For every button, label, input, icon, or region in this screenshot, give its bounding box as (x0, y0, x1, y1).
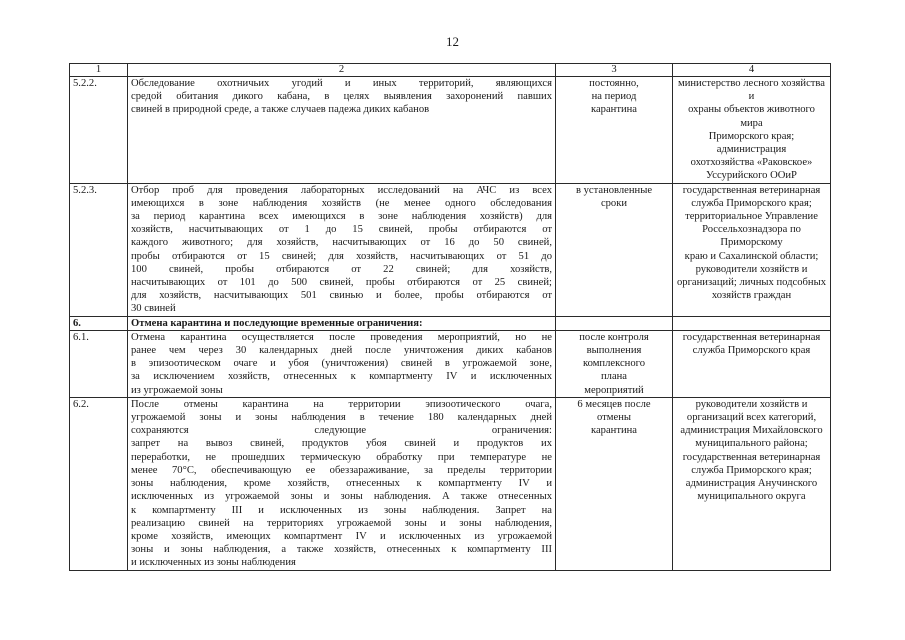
table-row (70, 77, 831, 184)
text-line: менее 70°С, обеспечивающую ее обеззараживание, за пределы территории (131, 464, 552, 476)
responsible (673, 77, 831, 184)
text-line: После отмены карантина на территории эпизоотического очага, (131, 398, 552, 410)
text-line: реализацию свиней на территориях угрожаемой зоны и зоны наблюдения, (131, 517, 552, 529)
deadline (556, 397, 673, 570)
section-empty-cell (556, 316, 673, 330)
text-line: после контроля (579, 331, 649, 343)
text-line: Отбор проб для проведения лабораторных исследований на АЧС из всех (131, 184, 552, 196)
text-line: насчитывающих от 101 до 500 свиней, пробы отбираются от 25 свиней; (131, 277, 552, 289)
measure-description (128, 77, 556, 184)
text-line: за период карантина всех имеющихся в зоне наблюдения хозяйств) для (131, 211, 552, 223)
text-line: 6 месяцев после (577, 398, 651, 410)
text-line: пробы отбираются от 15 свиней; для хозяйств, насчитывающих от 51 до (131, 250, 552, 262)
text-line: к компартменту III и исключенных из зоны наблюдения. Запрет на (131, 504, 552, 516)
text-line: исключенных из угрожаемой зоны и зоны наблюдения. А также отнесенных (131, 491, 552, 503)
text-line: руководители хозяйств и (695, 263, 808, 275)
section-title: Отмена карантина и последующие временные ограничения: (128, 316, 556, 330)
text-line: сохраняются следующие ограничения: (131, 425, 552, 437)
item-number: 5.2.2. (70, 77, 128, 184)
measure-description (128, 330, 556, 397)
text-line: плана (600, 371, 628, 383)
text-line: ранее чем через 30 календарных дней после уничтожения диких кабанов (131, 345, 552, 357)
text-line: комплексного (583, 358, 645, 370)
text-line: государственная ветеринарная (682, 331, 821, 343)
text-line: зоны наблюдения, кроме хозяйств, отнесенных к компартменту IV и (131, 478, 552, 490)
text-line: государственная ветеринарная (682, 451, 821, 463)
text-line: министерство лесного хозяйства и (677, 78, 825, 103)
text-line: охраны объектов животного мира (688, 104, 815, 129)
text-line: охотхозяйства «Раковское» (690, 157, 813, 169)
table-row (70, 397, 831, 570)
text-line: запрет на вывоз свиней, продуктов убоя свиней и продуктов их (131, 438, 552, 450)
text-line: Обследование охотничьих угодий и иных территорий, являющихся (131, 78, 552, 89)
text-line: 30 свиней (131, 303, 176, 315)
section-number: 6. (70, 316, 128, 330)
text-line: сроки (600, 197, 628, 209)
text-line: руководители хозяйств и (695, 398, 808, 410)
text-line: и исключенных из зоны наблюдения (131, 557, 296, 569)
text-line: кроме хозяйств, имеющих компартмент IV и исключенных из угрожаемой (131, 530, 552, 542)
text-line: Приморского края; администрация (708, 130, 795, 156)
table-row (70, 183, 831, 316)
page-number: 12 (446, 34, 459, 49)
measure-description (128, 183, 556, 316)
text-line: средой обитания дикого кабана, в целях выявления захоронений павших (131, 91, 552, 103)
text-line: свиней в природной среде, а также случаев падежа диких кабанов (131, 104, 430, 116)
text-line: выполнения (586, 345, 642, 357)
item-number: 6.1. (70, 330, 128, 397)
text-line: имеющихся в зоне наблюдения хозяйств (не менее одного обследования (131, 197, 552, 209)
text-line: в установленные (575, 184, 653, 196)
table-header-row (70, 64, 831, 77)
text-line: муниципального округа (697, 491, 806, 503)
column-header-3: 3 (556, 64, 673, 77)
responsible (673, 330, 831, 397)
item-number: 6.2. (70, 397, 128, 570)
text-line: 100 свиней, пробы отбираются от 22 свиней; для хозяйств, (131, 263, 552, 275)
text-line: мероприятий (584, 384, 644, 396)
text-line: на период (591, 91, 637, 103)
text-line: служба Приморского края (692, 345, 811, 357)
text-line: хозяйств граждан (711, 290, 792, 302)
text-line: администрация Михайловского (680, 425, 823, 437)
column-header-4: 4 (673, 64, 831, 77)
text-line: служба Приморского края; (691, 464, 812, 476)
section-row (70, 316, 831, 330)
text-line: администрация Анучинского (685, 478, 818, 490)
text-line: каждого животного; для хозяйств, насчитывающих от 16 до 50 свиней, (131, 237, 552, 249)
text-line: карантина (590, 425, 638, 437)
text-line: муниципального района; (695, 438, 808, 450)
measure-description (128, 397, 556, 570)
column-header-2: 2 (128, 64, 556, 77)
responsible (673, 183, 831, 316)
text-line: Россельхознадзора по Приморскому (702, 224, 801, 249)
text-line: постоянно, (589, 78, 639, 89)
plan-table (69, 63, 831, 571)
text-line: переработки, не прошедших термическую обработку при температуре не (131, 451, 552, 463)
text-line: за исключением хозяйств, отнесенных к компартменту IV и исключенных (131, 371, 552, 383)
text-line: из угрожаемой зоны (131, 384, 223, 396)
deadline (556, 77, 673, 184)
text-line: Отмена карантина осуществляется после проведения мероприятий, но не (131, 331, 552, 343)
text-line: государственная ветеринарная (682, 184, 821, 196)
text-line: организаций всех категорий, (686, 412, 817, 424)
text-line: карантина (590, 104, 638, 116)
text-line: зоны и зоны наблюдения, а также хозяйств, отнесенных к компартменту III (131, 544, 552, 556)
section-empty-cell (673, 316, 831, 330)
item-number: 5.2.3. (70, 183, 128, 316)
text-line: угрожаемой зоны и зоны наблюдения в течение 180 календарных дней (131, 412, 552, 424)
text-line: Уссурийского ООиР (706, 170, 797, 182)
text-line: в эпизоотическом очаге и убоя (уничтожения) свиней в угрожаемой зоне, (131, 358, 552, 370)
text-line: служба Приморского края; (691, 197, 812, 209)
text-line: отмены (597, 412, 631, 424)
deadline (556, 183, 673, 316)
text-line: территориальное Управление (685, 211, 818, 223)
column-header-1: 1 (70, 64, 128, 77)
responsible (673, 397, 831, 570)
deadline (556, 330, 673, 397)
text-line: для хозяйств, насчитывающих 501 свинью и более, пробы отбираются от (131, 290, 552, 302)
text-line: краю и Сахалинской области; (684, 250, 819, 262)
text-line: хозяйств, насчитывающих от 1 до 15 свиней, пробы отбираются от (131, 224, 552, 236)
table-row (70, 330, 831, 397)
text-line: организаций; личных подсобных (676, 277, 826, 289)
